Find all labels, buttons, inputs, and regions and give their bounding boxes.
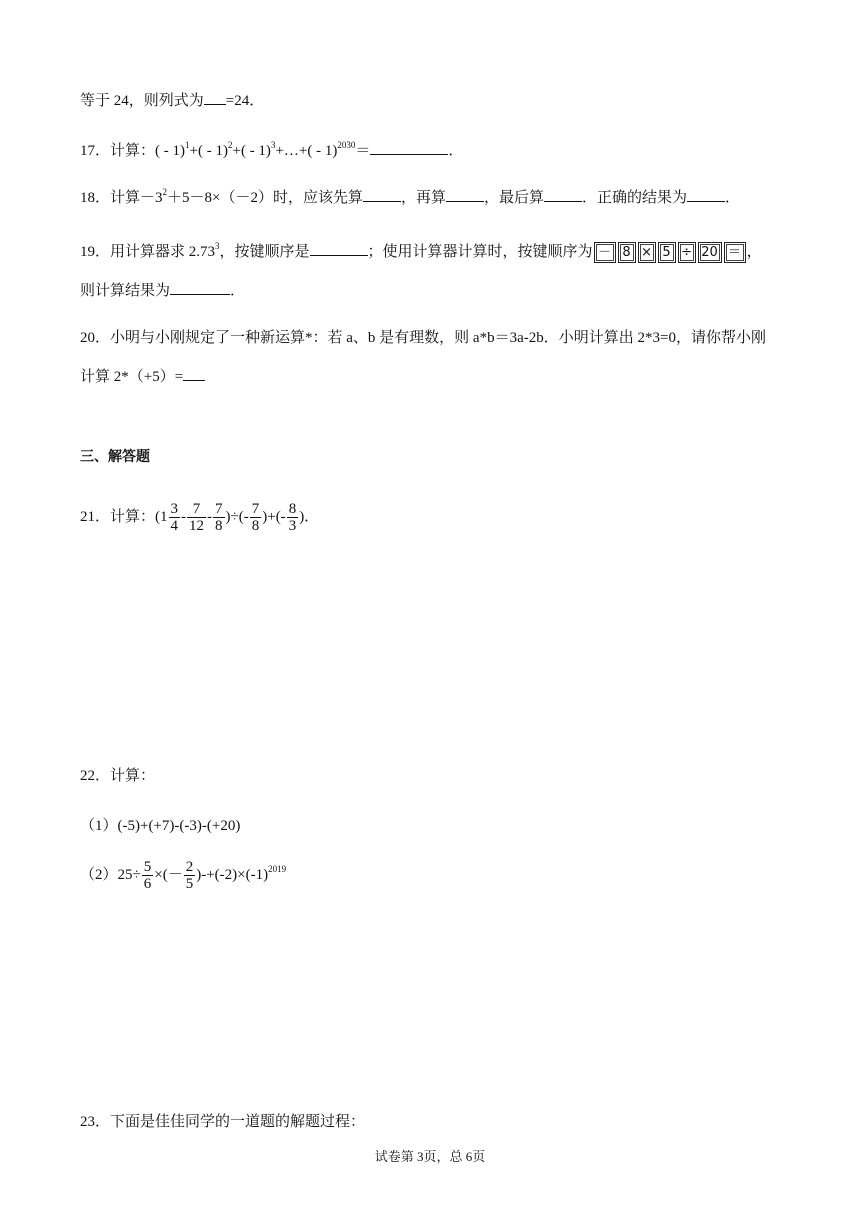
answer-blank[interactable] [446, 187, 484, 202]
q17-term: +…+( - 1) [275, 143, 338, 159]
q19-comma: ， [746, 244, 762, 260]
q18-text: ＋5－8×（－2）时，应该先算 [167, 190, 363, 206]
q22-p2-text: （2）25÷ [80, 867, 141, 883]
q18-end: ． [725, 190, 741, 206]
digit-5-key: 5 [658, 242, 676, 263]
question-21 [80, 498, 319, 536]
numerator: 8 [288, 501, 297, 518]
q22-label: 计算： [110, 768, 156, 784]
q17-term: ( - 1) [155, 143, 186, 159]
exponent: 2019 [268, 864, 287, 874]
q18-text: ．正确的结果为 [582, 190, 688, 206]
q21-end: )． [299, 509, 320, 525]
numerator: 7 [251, 501, 260, 518]
question-number: 18． [80, 190, 111, 206]
answer-blank[interactable] [370, 140, 448, 155]
question-17 [80, 140, 463, 161]
q17-term: +( - 1) [232, 143, 271, 159]
question-20 [80, 328, 766, 348]
denominator: 5 [185, 876, 194, 893]
question-22-part-2 [80, 856, 286, 894]
q16-text: 等于 24，则列式为 [80, 93, 204, 109]
exponent: 1 [185, 140, 190, 150]
numerator: 3 [170, 501, 179, 518]
q22-p2-text: )-+(-2)×(-1) [196, 867, 269, 883]
multiply-key: × [638, 242, 656, 263]
question-19-line2 [80, 280, 245, 301]
question-22-part-1: （1）(-5)+(+7)-(-3)-(+20) [80, 818, 241, 834]
digit-8-key: 8 [618, 242, 636, 263]
q17-end: ． [448, 143, 464, 159]
q18-text: 计算－3 [110, 190, 163, 206]
question-18 [80, 187, 740, 208]
answer-blank[interactable] [170, 280, 230, 295]
fraction [187, 501, 206, 534]
q19-text: ；使用计算器计算时，按键顺序为 [367, 244, 593, 260]
operator: )+(- [262, 509, 286, 525]
denominator: 6 [143, 876, 152, 893]
q19-text: 则计算结果为 [80, 283, 171, 299]
divide-key: ÷ [678, 242, 696, 263]
question-number: 22． [80, 768, 111, 784]
answer-blank[interactable] [310, 241, 368, 256]
fraction [169, 501, 181, 534]
minus-key: － [594, 242, 616, 263]
question-number: 17． [80, 143, 111, 159]
numerator: 2 [185, 859, 194, 876]
numerator: 7 [187, 501, 206, 518]
numerator: 5 [143, 859, 152, 876]
exponent: 2030 [337, 140, 356, 150]
question-number: 19． [80, 244, 111, 260]
answer-blank[interactable] [687, 187, 725, 202]
question-19 [80, 241, 762, 263]
q18-text: ，最后算 [484, 190, 545, 206]
operator: - [207, 509, 213, 525]
equals-key: ＝ [724, 242, 746, 263]
q23-text: 下面是佳佳同学的一道题的解题过程： [110, 1114, 366, 1130]
question-number: 21． [80, 509, 111, 525]
question-20-line2 [80, 366, 205, 387]
fraction [213, 501, 225, 534]
fraction [250, 501, 262, 534]
exponent: 3 [270, 140, 276, 150]
calculator-key-sequence [593, 244, 747, 260]
fraction [184, 859, 196, 892]
operator: - [181, 509, 187, 525]
page-footer: 试卷第 3页，总 6页 [374, 1149, 486, 1164]
section-heading: 三、解答题 [80, 449, 150, 465]
fraction [142, 859, 154, 892]
q20-text: 小明与小刚规定了一种新运算*：若 a、b 是有理数，则 a*b＝3a-2b．小明计算出 2*3=0，请你帮小刚 [110, 330, 766, 346]
exponent: 2 [227, 140, 233, 150]
fraction [287, 501, 299, 534]
q22-p2-text: ×(－ [154, 867, 183, 883]
operator: )÷(- [225, 509, 249, 525]
q17-label: 计算： [110, 143, 156, 159]
denominator: 8 [215, 518, 223, 535]
q19-text: 用计算器求 2.73 [110, 244, 216, 260]
q17-equals: ＝ [355, 143, 371, 159]
answer-blank[interactable] [183, 366, 205, 381]
q17-term: +( - 1) [189, 143, 228, 159]
answer-blank[interactable] [204, 90, 226, 105]
q19-end: ． [230, 283, 246, 299]
exponent: 3 [215, 241, 220, 251]
q21-label: 计算：(1 [110, 509, 168, 525]
answer-blank[interactable] [363, 187, 401, 202]
question-22 [80, 766, 155, 786]
exponent: 2 [162, 187, 168, 197]
numerator: 7 [215, 501, 223, 518]
question-number: 23． [80, 1114, 111, 1130]
q20-text: 计算 2*（+5）= [80, 369, 184, 385]
question-23 [80, 1112, 365, 1132]
q18-text: ，再算 [401, 190, 447, 206]
denominator: 8 [251, 518, 260, 535]
denominator: 4 [170, 518, 179, 535]
q16-tail-text: =24． [225, 93, 265, 109]
answer-blank[interactable] [544, 187, 582, 202]
number-20-key: 20 [698, 242, 722, 263]
denominator: 12 [189, 518, 205, 535]
question-16-tail [80, 90, 264, 111]
q19-text: ，按键顺序是 [219, 244, 310, 260]
question-number: 20． [80, 330, 111, 346]
denominator: 3 [288, 518, 297, 535]
